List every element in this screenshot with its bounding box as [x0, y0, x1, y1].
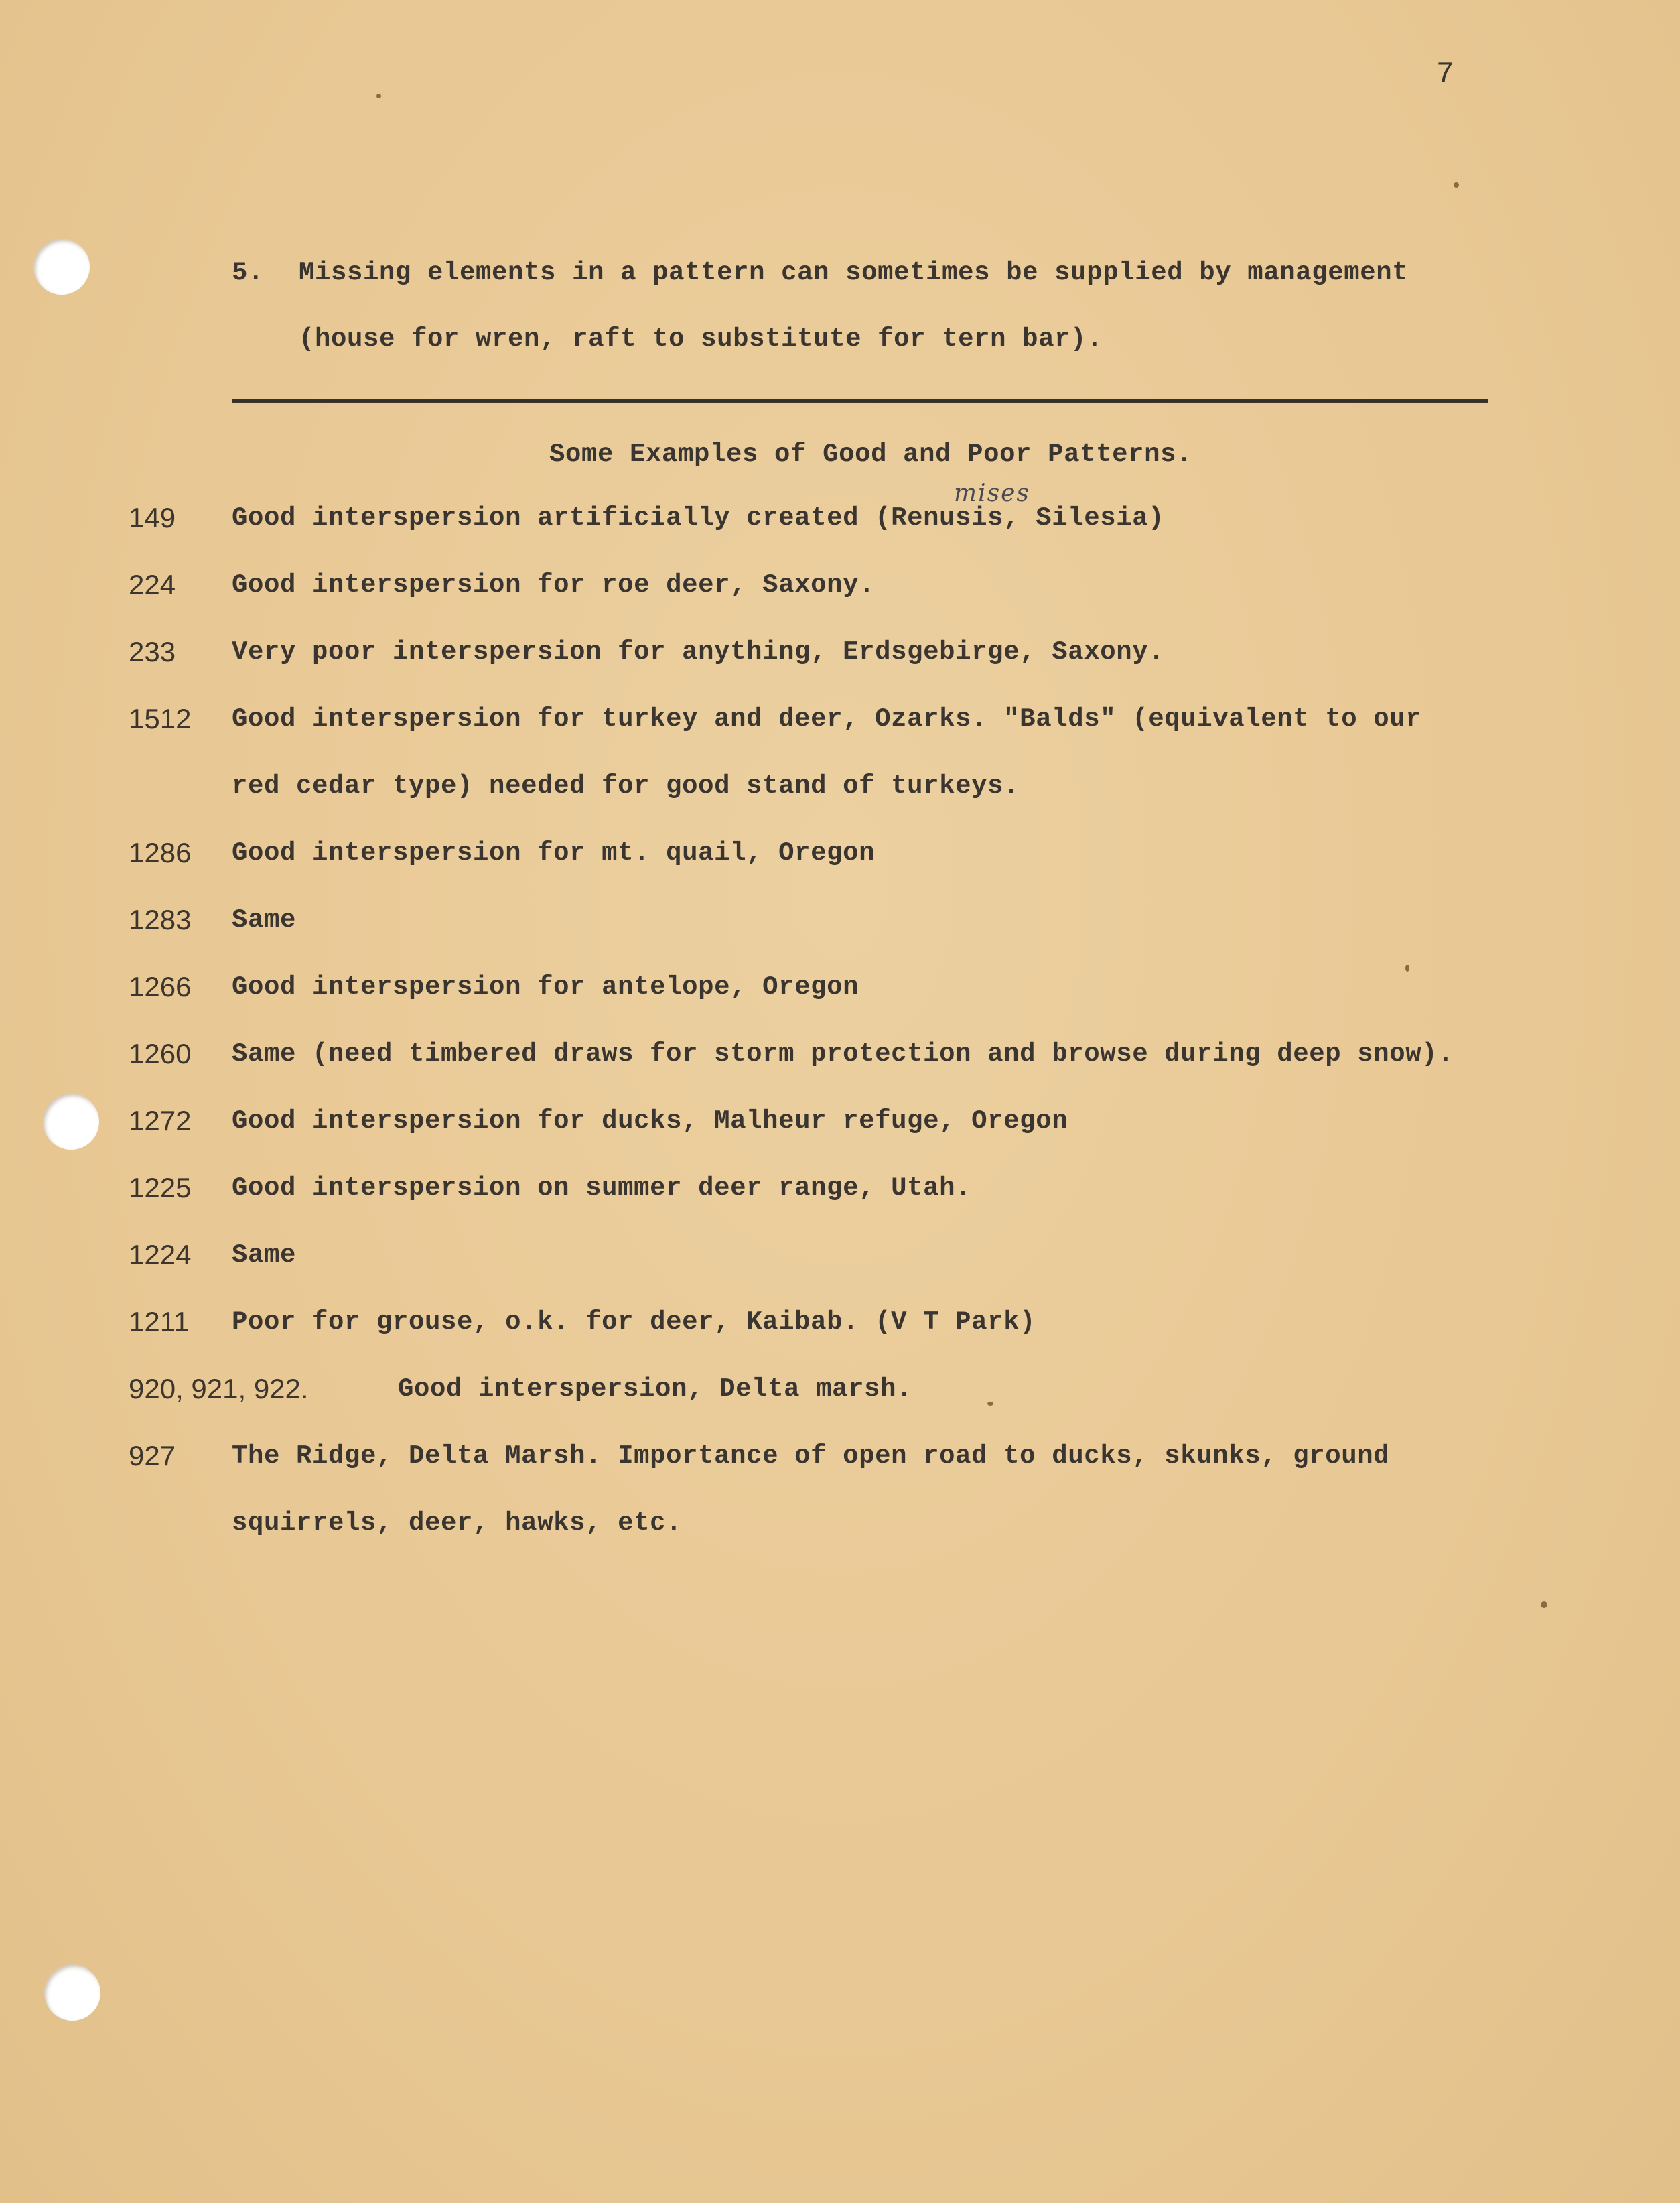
entry-text: Very poor interspersion for anything, Erdsgebirge, Saxony.: [232, 637, 1165, 667]
entry-number: 233: [129, 636, 176, 667]
paper-speck: [1405, 965, 1409, 972]
point-5-line-2: (house for wren, raft to substitute for tern bar).: [299, 324, 1103, 354]
section-heading: Some Examples of Good and Poor Patterns.: [549, 440, 1193, 469]
entry-text: Poor for grouse, o.k. for deer, Kaibab. (V T Park): [232, 1307, 1036, 1337]
entry-number: 1260: [129, 1038, 192, 1069]
horizontal-rule: [232, 399, 1488, 403]
entry-text: Good interspersion for ducks, Malheur refuge, Oregon: [232, 1106, 1068, 1136]
entry-text: Good interspersion for roe deer, Saxony.: [232, 570, 876, 600]
entry-text: Good interspersion on summer deer range, Utah.: [232, 1173, 972, 1203]
entry-number: 1272: [129, 1105, 192, 1136]
paper-speck: [1541, 1601, 1547, 1608]
entry-text: Same: [232, 905, 297, 935]
entry-text: Good interspersion for antelope, Oregon: [232, 972, 859, 1002]
point-5-number: 5.: [232, 258, 265, 287]
entry-number: 1266: [129, 971, 192, 1002]
entry-number: 1283: [129, 904, 192, 935]
entry-text: Good interspersion for turkey and deer, Ozarks. "Balds" (equivalent to our: [232, 704, 1422, 734]
entry-number: 927: [129, 1440, 176, 1471]
page-number: 7: [1436, 58, 1454, 91]
entry-text: The Ridge, Delta Marsh. Importance of open road to ducks, skunks, ground: [232, 1441, 1390, 1471]
paper-speck: [987, 1402, 993, 1406]
entry-number: 1286: [129, 837, 192, 868]
entry-text-continuation: red cedar type) needed for good stand of turkeys.: [232, 771, 1020, 801]
paper-speck: [1454, 182, 1459, 188]
punch-hole-middle: [43, 1093, 99, 1150]
punch-hole-bottom: [44, 1964, 100, 2021]
entry-number: 1224: [129, 1239, 192, 1270]
point-5-line-1: Missing elements in a pattern can sometimes be supplied by management: [299, 258, 1409, 287]
entry-text-continuation: squirrels, deer, hawks, etc.: [232, 1508, 683, 1538]
entry-number: 1225: [129, 1172, 192, 1203]
entry-number: 1512: [129, 703, 192, 734]
entry-text: Good interspersion, Delta marsh.: [398, 1374, 913, 1404]
paper-speck: [376, 94, 381, 98]
entry-text: Same: [232, 1240, 297, 1270]
entry-number: 224: [129, 569, 176, 600]
handwritten-annotation: mises: [954, 480, 1030, 507]
punch-hole-top: [33, 239, 90, 295]
entry-number: 149: [129, 502, 176, 533]
entry-number: 920, 921, 922.: [129, 1373, 309, 1404]
entry-number: 1211: [129, 1306, 190, 1337]
entry-text: Good interspersion artificially created (Renusis, Silesia): [232, 503, 1165, 533]
entry-text: Same (need timbered draws for storm protection and browse during deep snow).: [232, 1039, 1454, 1069]
entry-text: Good interspersion for mt. quail, Oregon: [232, 838, 876, 868]
